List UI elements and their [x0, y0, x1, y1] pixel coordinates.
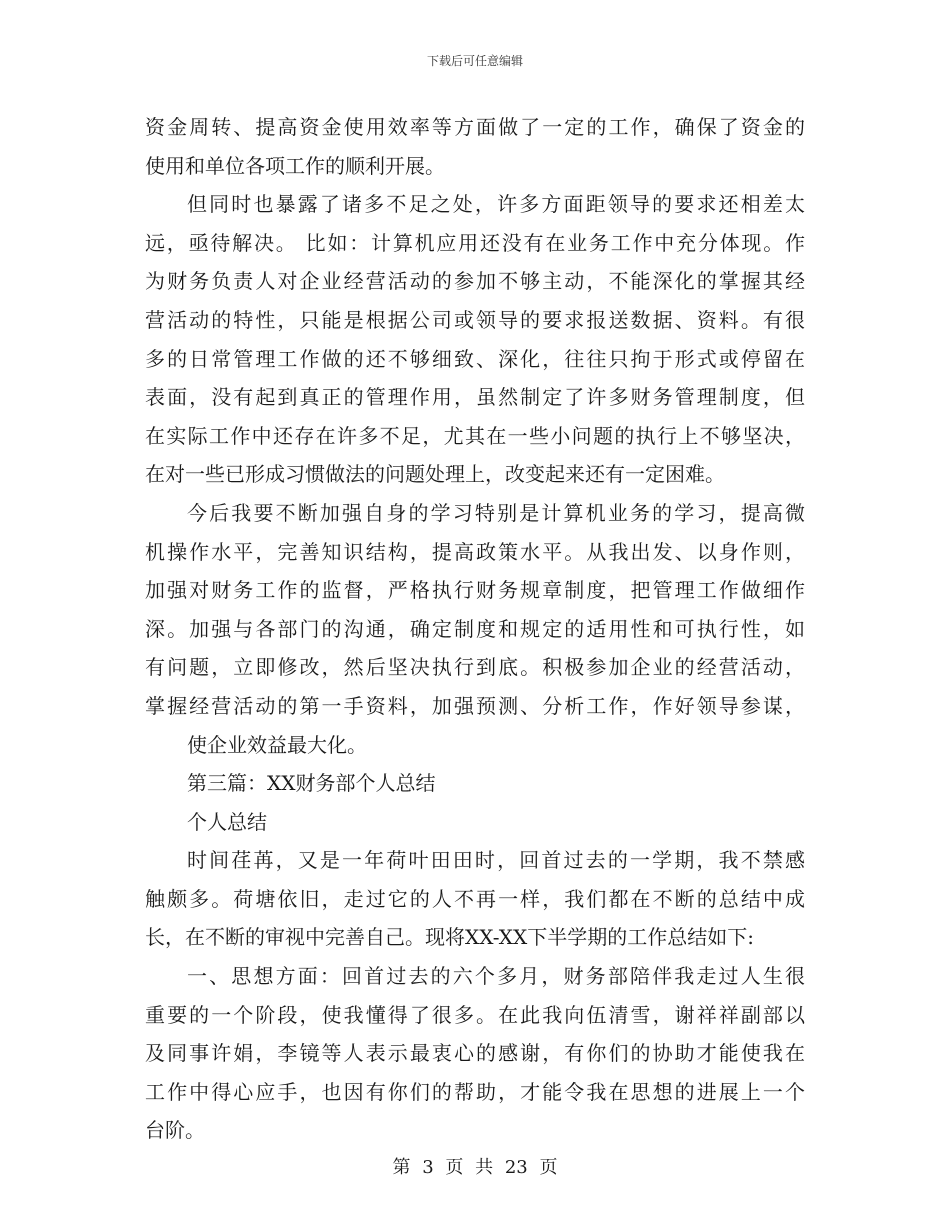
document-body: [145, 108, 805, 1150]
text-line: 加强对财务工作的监督，严格执行财务规章制度，把管理工作做细作: [145, 578, 805, 603]
text-line: 使用和单位各项工作的顺利开展。: [145, 153, 445, 178]
text-line: 多的日常管理工作做的还不够细致、深化，往往只拘于形式或停留在: [145, 346, 805, 371]
text-line: 一、思想方面：回首过去的六个多月，财务部陪伴我走过人生很: [187, 964, 805, 989]
text-line: 深。加强与各部门的沟通，确定制度和规定的适用性和可执行性，如: [145, 616, 805, 641]
text-line: 为财务负责人对企业经营活动的参加不够主动，不能深化的掌握其经: [145, 269, 805, 294]
text-line: 营活动的特性，只能是根据公司或领导的要求报送数据、资料。有很: [145, 307, 805, 332]
text-line: 重要的一个阶段，使我懂得了很多。在此我向伍清雪，谢祥祥副部以: [145, 1002, 805, 1027]
text-line: 在对一些已形成习惯做法的问题处理上，改变起来还有一定困难。: [145, 462, 725, 487]
text-line: 在实际工作中还存在许多不足，尤其在一些小问题的执行上不够坚决，: [145, 423, 805, 448]
text-line: 但同时也暴露了诸多不足之处，许多方面距领导的要求还相差太: [187, 192, 805, 217]
text-line: 个人总结: [187, 809, 267, 834]
text-line: 及同事许娟，李镜等人表示最衷心的感谢，有你们的协助才能使我在: [145, 1041, 805, 1066]
text-line: 工作中得心应手，也因有你们的帮助，才能令我在思想的进展上一个: [145, 1079, 805, 1104]
text-line: 使企业效益最大化。: [187, 732, 367, 757]
text-line: 资金周转、提高资金使用效率等方面做了一定的工作，确保了资金的: [145, 115, 805, 139]
text-line: 远，亟待解决。 比如：计算机应用还没有在业务工作中充分体现。作: [145, 230, 805, 255]
text-line: 掌握经营活动的第一手资料，加强预测、分析工作，作好领导参谋，: [145, 693, 805, 718]
text-line: 台阶。: [145, 1118, 205, 1143]
text-line: 长，在不断的审视中完善自己。现将XX-XX下半学期的工作总结如下:: [145, 925, 755, 950]
text-line: 有问题，立即修改，然后坚决执行到底。积极参加企业的经营活动，: [145, 655, 805, 680]
text-line: 第三篇：XX财务部个人总结: [187, 771, 436, 796]
text-line: 时间荏苒，又是一年荷叶田田时，回首过去的一学期，我不禁感: [187, 848, 805, 873]
text-line: 表面，没有起到真正的管理作用，虽然制定了许多财务管理制度，但: [145, 385, 805, 410]
text-line: 今后我要不断加强自身的学习特别是计算机业务的学习，提高微: [187, 500, 805, 525]
text-line: 触颇多。荷塘依旧，走过它的人不再一样，我们都在不断的总结中成: [145, 886, 805, 911]
text-line: 机操作水平，完善知识结构，提高政策水平。从我出发、以身作则，: [145, 539, 805, 564]
page-number: 第 3 页 共 23 页: [392, 1157, 558, 1178]
page-header: 下载后可任意编辑: [426, 54, 523, 68]
